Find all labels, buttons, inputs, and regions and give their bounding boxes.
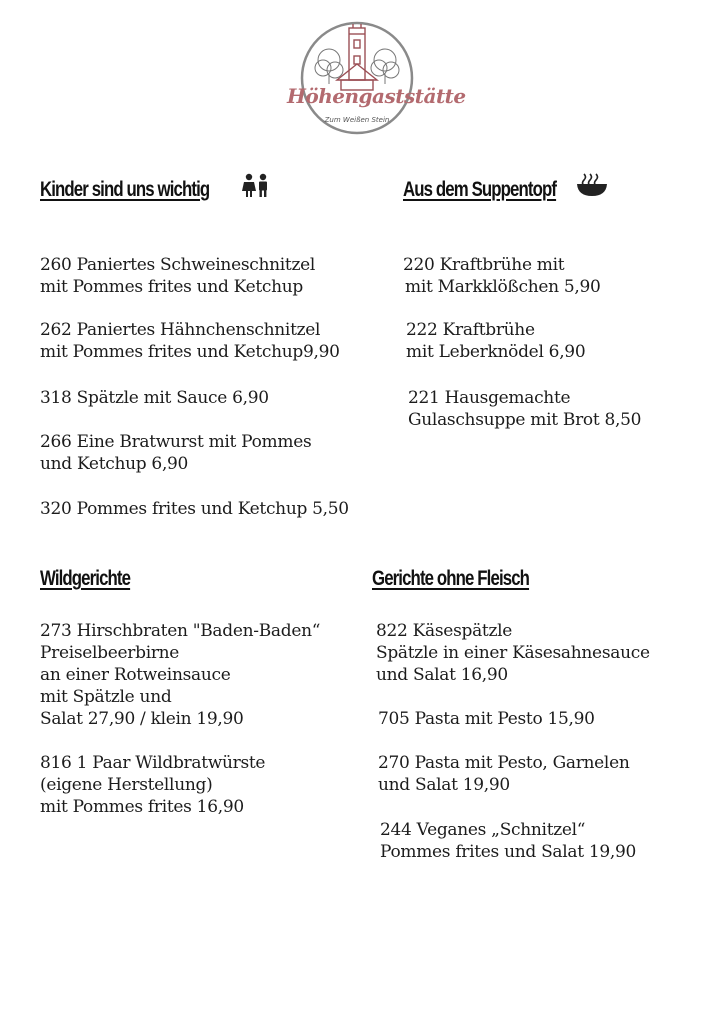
item-line: mit Pommes frites 16,90	[40, 797, 244, 817]
section-heading-suppentopf: Aus dem Suppentopf	[403, 178, 557, 201]
item-line: 221 Hausgemachte	[408, 388, 571, 408]
item-line: 320 Pommes frites und Ketchup 5,50	[40, 499, 349, 519]
menu-item	[40, 387, 269, 409]
item-line: (eigene Herstellung)	[40, 775, 213, 795]
item-line: 220 Kraftbrühe mit	[403, 255, 565, 275]
item-line: 262 Paniertes Hähnchenschnitzel	[40, 320, 321, 340]
item-line: 244 Veganes „Schnitzel“	[380, 820, 586, 840]
menu-item	[40, 620, 320, 730]
item-line: 266 Eine Bratwurst mit Pommes	[40, 432, 312, 452]
section-heading-kinder: Kinder sind uns wichtig	[40, 178, 210, 201]
item-line: und Ketchup 6,90	[40, 454, 189, 474]
item-line: Preiselbeerbirne	[40, 643, 180, 663]
item-line: und Salat 16,90	[376, 665, 508, 685]
menu-item	[40, 254, 315, 298]
menu-item	[378, 708, 595, 730]
item-line: mit Pommes frites und Ketchup9,90	[40, 342, 340, 362]
item-line: mit Leberknödel 6,90	[406, 342, 586, 362]
logo-subtitle: Zum Weißen Stein	[324, 116, 390, 124]
menu-item	[378, 752, 629, 796]
menu-item	[40, 431, 311, 475]
item-line: 822 Käsespätzle	[376, 621, 512, 641]
item-line: Gulaschsuppe mit Brot 8,50	[408, 410, 642, 430]
menu-item	[380, 819, 636, 863]
item-line: Salat 27,90 / klein 19,90	[40, 709, 244, 729]
section-heading-wild: Wildgerichte	[40, 567, 131, 590]
menu-item	[376, 620, 650, 686]
item-line: 816 1 Paar Wildbratwürste	[40, 753, 266, 773]
menu-item	[40, 752, 265, 818]
menu-item	[403, 254, 601, 298]
item-line: 270 Pasta mit Pesto, Garnelen	[378, 753, 630, 773]
item-line: 273 Hirschbraten "Baden-Baden“	[40, 621, 321, 641]
children-icon	[240, 173, 272, 199]
item-line: Spätzle in einer Käsesahnesauce	[376, 643, 650, 663]
logo-tower-icon	[287, 18, 466, 148]
soup-bowl-icon	[576, 172, 608, 198]
menu-item	[40, 319, 340, 363]
item-line: 260 Paniertes Schweineschnitzel	[40, 255, 315, 275]
menu-item	[40, 498, 349, 520]
item-line: 318 Spätzle mit Sauce 6,90	[40, 388, 269, 408]
item-line: an einer Rotweinsauce	[40, 665, 231, 685]
item-line: und Salat 19,90	[378, 775, 510, 795]
item-line: 222 Kraftbrühe	[406, 320, 535, 340]
logo-name: Höhengaststätte	[287, 84, 466, 108]
item-line: Pommes frites und Salat 19,90	[380, 842, 637, 862]
restaurant-logo	[287, 18, 466, 148]
section-heading-ohne-fleisch: Gerichte ohne Fleisch	[372, 567, 530, 590]
item-line: mit Spätzle und	[40, 687, 172, 707]
menu-item	[406, 319, 585, 363]
item-line: mit Markklößchen 5,90	[405, 277, 601, 297]
item-line: 705 Pasta mit Pesto 15,90	[378, 709, 595, 729]
menu-item	[408, 387, 641, 431]
item-line: mit Pommes frites und Ketchup	[40, 277, 304, 297]
